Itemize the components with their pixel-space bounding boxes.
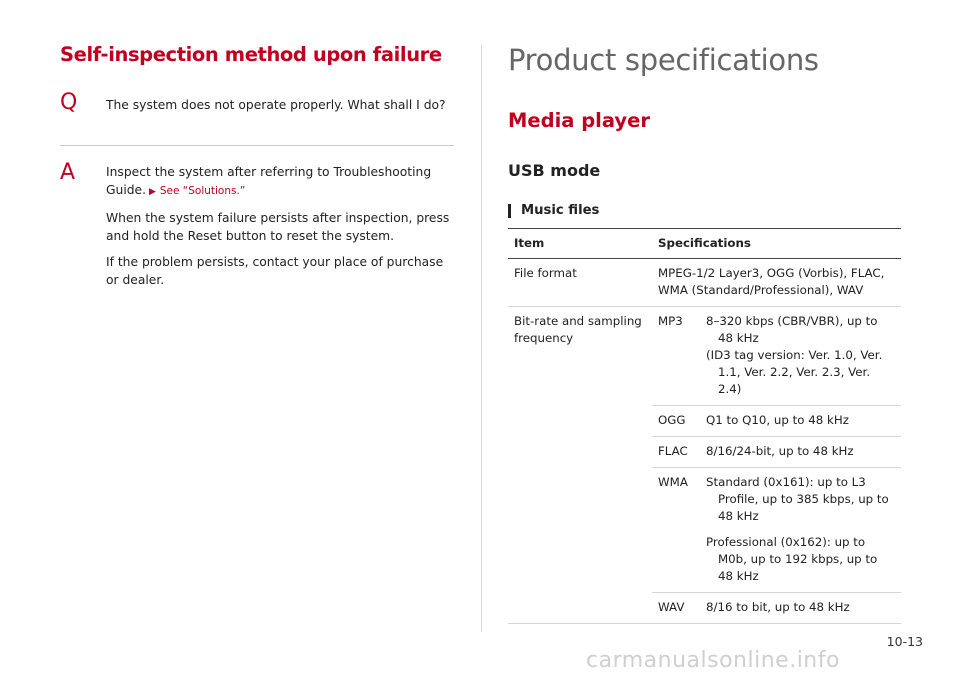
answer-text-1: Inspect the system after referring to Troubleshooting Guide. — [106, 165, 432, 197]
table-row — [508, 307, 901, 406]
a-letter: A — [60, 160, 76, 185]
answer-block — [60, 160, 454, 289]
cell-format: WAV — [652, 593, 700, 624]
cell-spec — [700, 468, 901, 593]
table-title-text: Music files — [521, 203, 600, 218]
watermark: carmanualsonline.info — [586, 648, 840, 673]
cell-spec: 8/16 to bit, up to 48 kHz — [700, 593, 901, 624]
subsection-heading: USB mode — [508, 161, 601, 180]
cell-spec: 8/16/24-bit, up to 48 kHz — [700, 437, 901, 468]
header-specifications: Specifications — [652, 229, 901, 259]
cell-format: WMA — [652, 468, 700, 593]
arrow-right-icon: ▶ — [149, 187, 156, 197]
right-column — [508, 40, 901, 624]
column-divider — [481, 45, 482, 632]
header-item: Item — [508, 229, 652, 259]
answer-paragraph-1 — [106, 163, 454, 201]
spec-line: Standard (0x161): up to L3 Profile, up to 385 kbps, up to 48 kHz — [706, 475, 889, 523]
table-title — [508, 202, 901, 220]
self-inspection-heading: Self-inspection method upon failure — [60, 43, 442, 66]
spec-line: 8–320 kbps (CBR/VBR), up to 48 kHz — [706, 314, 878, 345]
cell-spec — [700, 307, 901, 406]
see-solutions-link[interactable]: See “Solutions.” — [159, 185, 246, 197]
q-letter: Q — [60, 90, 78, 115]
cell-format: MP3 — [652, 307, 700, 406]
cell-spec: Q1 to Q10, up to 48 kHz — [700, 406, 901, 437]
spec-line: (ID3 tag version: Ver. 1.0, Ver. 1.1, Ver. 2.2, Ver. 2.3, Ver. 2.4) — [706, 348, 883, 396]
cell-spec: MPEG-1/2 Layer3, OGG (Vorbis), FLAC, WMA (Standard/Professional), WAV — [652, 259, 901, 307]
cell-item: File format — [508, 259, 652, 307]
question-block — [60, 92, 454, 146]
answer-paragraph-2: When the system failure persists after inspection, press and hold the Reset button to reset the system. — [106, 211, 450, 243]
section-heading: Media player — [508, 109, 650, 132]
page-number: 10-13 — [886, 634, 923, 649]
question-text: The system does not operate properly. What shall I do? — [106, 98, 446, 112]
cell-format: FLAC — [652, 437, 700, 468]
left-column — [60, 40, 454, 297]
table-title-bar — [508, 204, 511, 218]
spec-line: Professional (0x162): up to M0b, up to 192 kbps, up to 48 kHz — [706, 535, 878, 583]
page-title: Product specifications — [508, 43, 819, 77]
cell-format: OGG — [652, 406, 700, 437]
answer-paragraph-3: If the problem persists, contact your place of purchase or dealer. — [106, 255, 444, 287]
cell-item: Bit-rate and sampling frequency — [508, 307, 652, 624]
table-header-row — [508, 229, 901, 259]
table-row — [508, 259, 901, 307]
music-files-table — [508, 228, 901, 624]
